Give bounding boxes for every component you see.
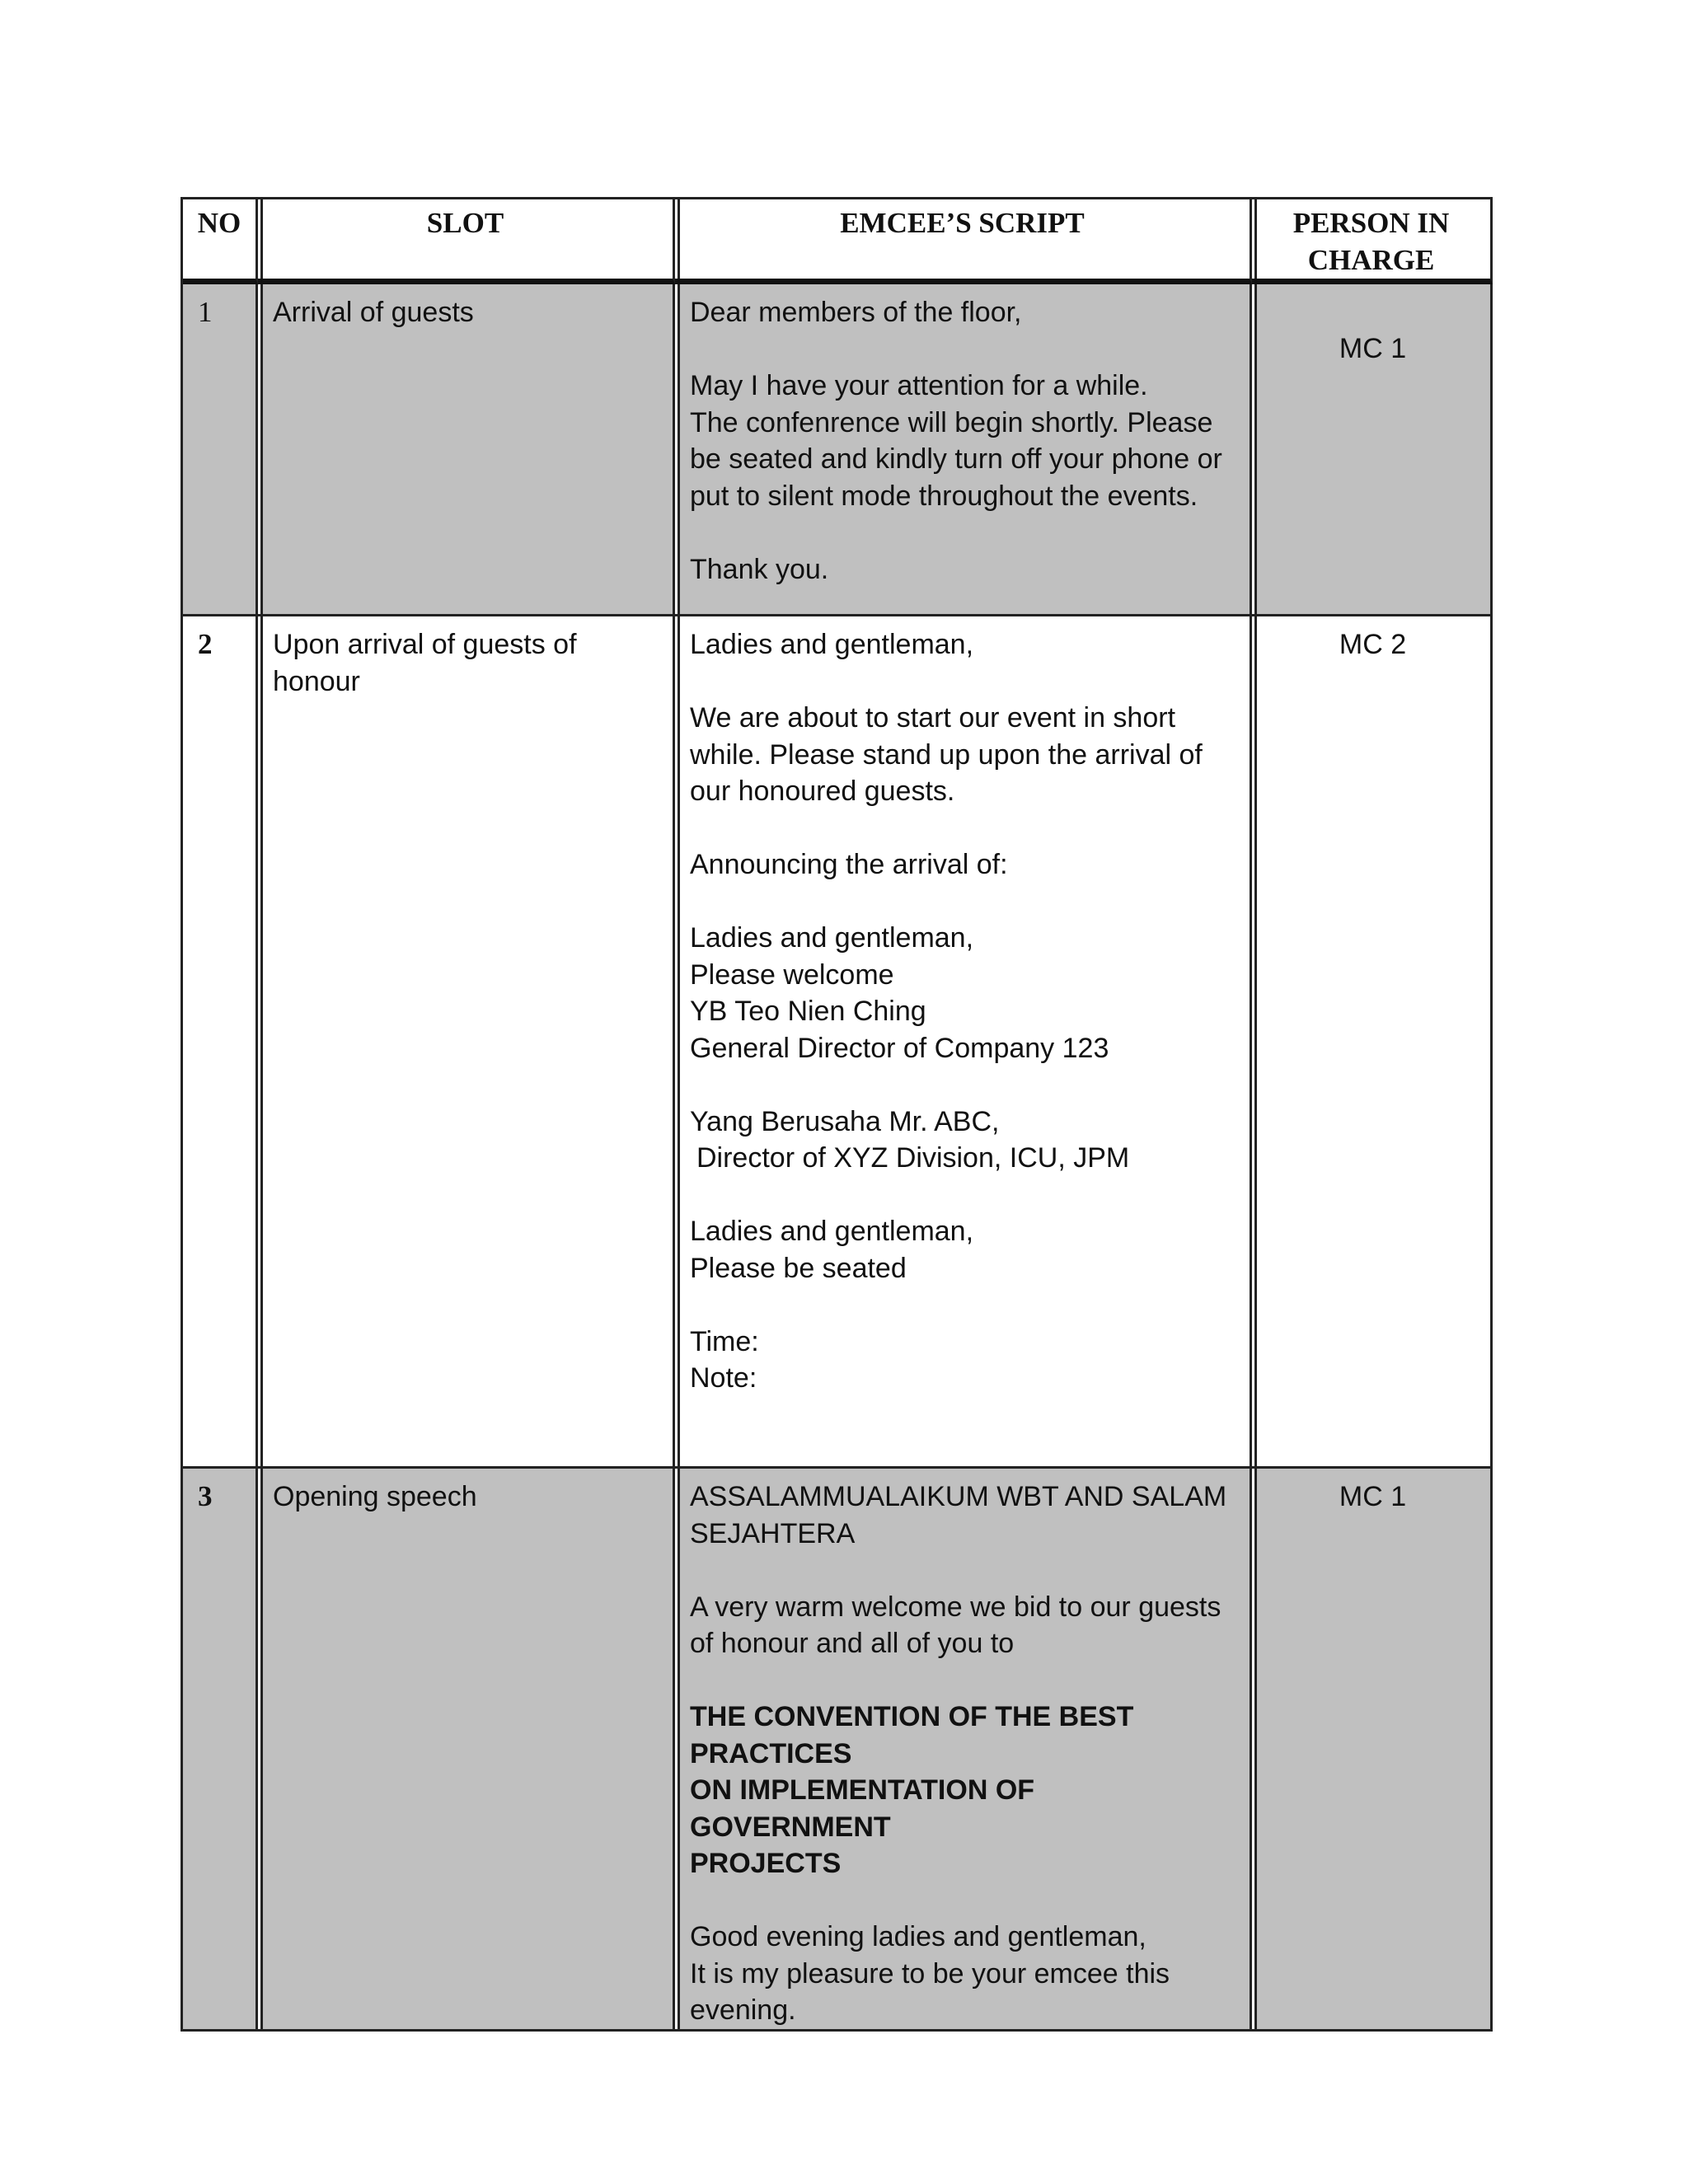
header-script: EMCEE’S SCRIPT bbox=[675, 199, 1252, 284]
script-line: SEJAHTERA bbox=[690, 1517, 856, 1549]
script-line: Yang Berusaha Mr. ABC, bbox=[690, 1105, 1000, 1137]
slot-cell: Opening speech bbox=[258, 1469, 675, 2032]
script-cell bbox=[675, 284, 1252, 616]
script-line: ASSALAMMUALAIKUM WBT AND SALAM bbox=[690, 1481, 1227, 1512]
header-person-in-charge bbox=[1252, 199, 1493, 284]
script-line: Please be seated bbox=[690, 1252, 907, 1284]
script-line: YB Teo Nien Ching bbox=[690, 996, 926, 1027]
script-line: Ladies and gentleman, bbox=[690, 629, 974, 660]
script-line: of honour and all of you to bbox=[690, 1628, 1015, 1659]
script-line: Director of XYZ Division, ICU, JPM bbox=[696, 1142, 1130, 1174]
header-person-line1: PERSON IN bbox=[1292, 207, 1450, 239]
script-line: while. Please stand up upon the arrival of bbox=[690, 738, 1203, 771]
script-cell bbox=[675, 616, 1252, 1469]
slot-line: Upon arrival of guests of bbox=[273, 629, 577, 660]
script-line: Please welcome bbox=[690, 958, 894, 991]
script-line: A very warm welcome we bid to our guests bbox=[690, 1591, 1221, 1623]
script-line: our honoured guests. bbox=[690, 776, 955, 807]
script-line: evening. bbox=[690, 1994, 796, 2026]
script-cell bbox=[675, 1469, 1252, 2032]
header-slot: SLOT bbox=[258, 199, 675, 284]
header-no: NO bbox=[183, 199, 258, 284]
script-line: Time: bbox=[690, 1325, 759, 1357]
script-line: Note: bbox=[690, 1362, 757, 1394]
table-row bbox=[183, 616, 1493, 1469]
script-line: ON IMPLEMENTATION OF GOVERNMENT bbox=[690, 1774, 1035, 1843]
script-line: General Director of Company 123 bbox=[690, 1032, 1109, 1064]
script-line: We are about to start our event in short bbox=[690, 702, 1176, 733]
person-in-charge-cell: MC 2 bbox=[1252, 616, 1493, 1469]
script-line: Good evening ladies and gentleman, bbox=[690, 1921, 1146, 1952]
header-row bbox=[183, 199, 1493, 284]
script-line: Ladies and gentleman, bbox=[690, 922, 974, 954]
slot-cell: Arrival of guests bbox=[258, 284, 675, 616]
person-in-charge-cell: MC 1 bbox=[1252, 1469, 1493, 2032]
script-line: Announcing the arrival of: bbox=[690, 849, 1008, 880]
slot-line: honour bbox=[273, 665, 360, 697]
table-header bbox=[183, 199, 1493, 284]
row-number: 1 bbox=[183, 284, 258, 616]
script-line: It is my pleasure to be your emcee this bbox=[690, 1957, 1170, 1990]
table-row bbox=[183, 1469, 1493, 2032]
table-row bbox=[183, 284, 1493, 616]
script-line: Ladies and gentleman, bbox=[690, 1216, 974, 1247]
emcee-script-table bbox=[181, 197, 1493, 2032]
row-number: 2 bbox=[183, 616, 258, 1469]
script-line: PROJECTS bbox=[690, 1848, 842, 1879]
row-number: 3 bbox=[183, 1469, 258, 2032]
script-line: May I have your attention for a while. bbox=[690, 370, 1148, 401]
script-line: Dear members of the floor, bbox=[690, 297, 1022, 328]
script-line: THE CONVENTION OF THE BEST PRACTICES bbox=[690, 1701, 1134, 1769]
slot-cell bbox=[258, 616, 675, 1469]
script-line: put to silent mode throughout the events. bbox=[690, 480, 1198, 512]
script-line: Thank you. bbox=[690, 553, 829, 585]
person-in-charge-cell: MC 1 bbox=[1252, 284, 1493, 616]
header-person-line2: CHARGE bbox=[1307, 244, 1435, 276]
script-line: The confenrence will begin shortly. Please bbox=[690, 406, 1213, 438]
script-line: be seated and kindly turn off your phone or bbox=[690, 443, 1222, 475]
